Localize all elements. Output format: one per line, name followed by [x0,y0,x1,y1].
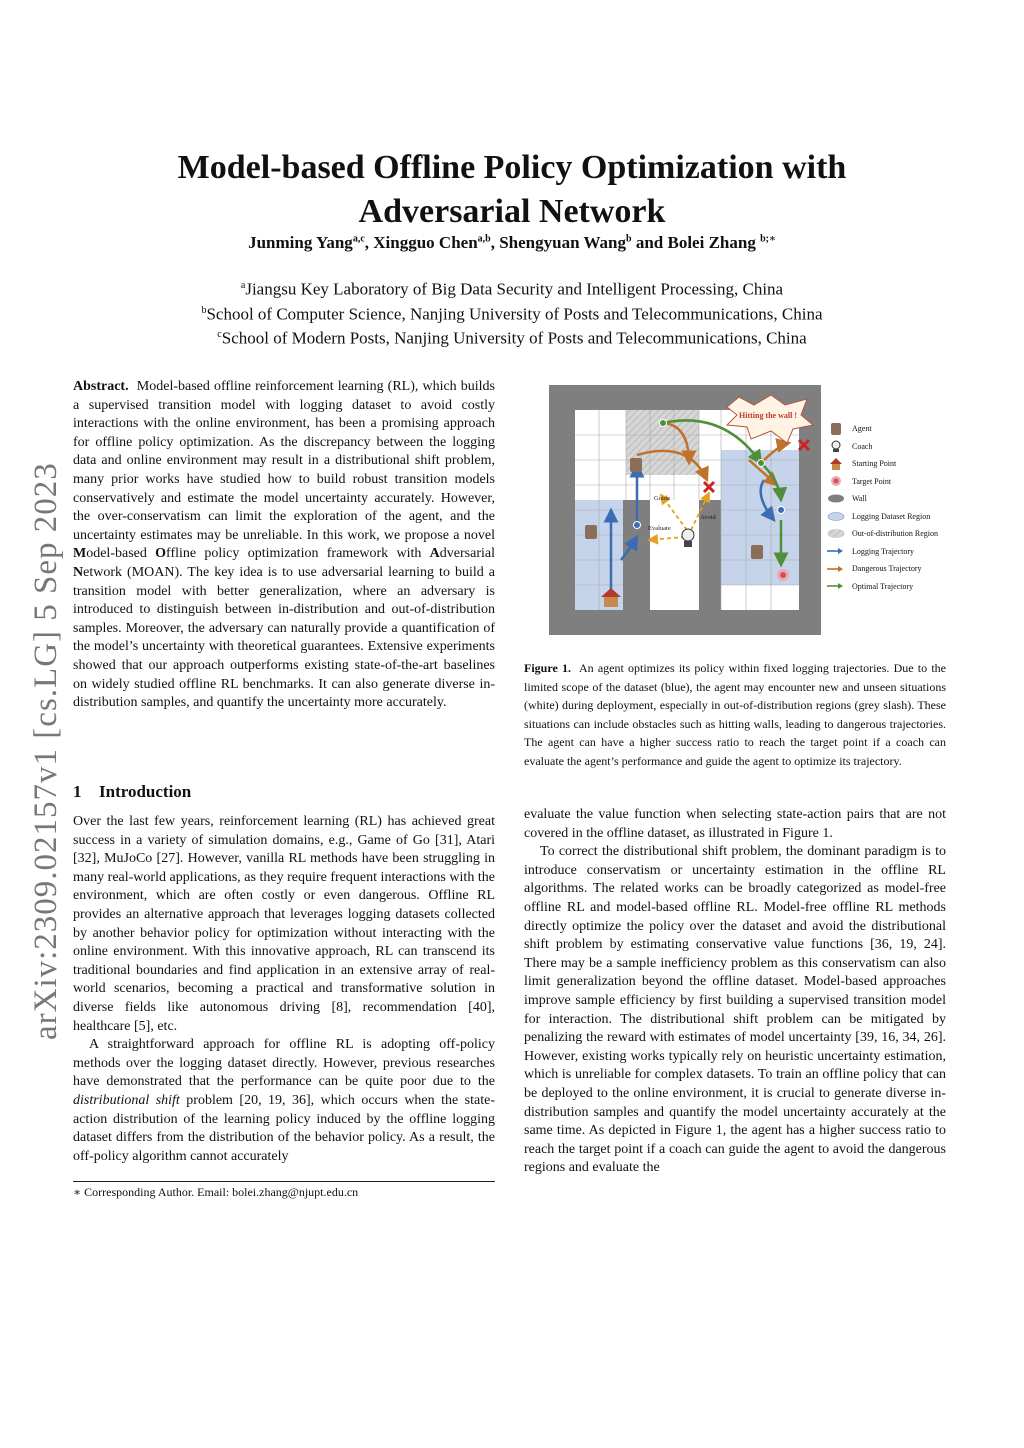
emphasis: distributional shift [73,1092,180,1108]
house-icon [826,458,846,470]
legend-item [826,490,946,508]
affiliation [0,275,1024,300]
legend-label: Coach [852,441,873,451]
title-line-1: Model-based Offline Policy Optimization with [177,149,847,186]
optimal-arrow-icon [826,582,846,590]
legend-label: Out-of-distribution Region [852,529,938,539]
intro-text [73,813,495,1166]
legend-label: Logging Trajectory [852,546,914,556]
author-separator: , [490,233,500,252]
legend-item [826,543,946,561]
title-line-2: Adversarial Network [358,193,666,230]
author-name: Bolei Zhang [667,233,756,252]
author-name: Shengyuan Wang [499,233,626,252]
legend-item [826,438,946,456]
figure-legend [826,420,946,595]
legend-label: Target Point [852,476,892,486]
paragraph: evaluate the value function when selecting state-action pairs that are not covered in the offline dataset, as illustrated in Figure 1. [524,807,946,841]
paragraph-text: A straightforward approach for offline RL is adopting off-policy methods over the logging dataset directly. However, previous researches have demonstrated that the performance can be quite poor due to the [73,1037,495,1090]
affiliations [0,275,1024,349]
target-icon [826,475,846,487]
legend-item [826,420,946,438]
coach-icon [826,440,846,452]
author-separator: , [364,233,374,252]
arxiv-stamp: arXiv:2309.02157v1 [cs.LG] 5 Sep 2023 [28,462,64,1040]
danger-arrow-icon [826,565,846,573]
footnote-rule [73,1181,495,1182]
abstract-text: dversarial [439,546,495,562]
affiliation-sup: c [217,329,222,341]
author-affil-sup: b;∗ [760,233,776,245]
author-name: Xingguo Chen [373,233,478,252]
evaluate-label: Evaluate [648,525,671,532]
hitting-wall-label: Hitting the wall ! [739,411,797,420]
abstract-text: odel-based [86,546,156,562]
affiliation-sup: b [201,304,207,316]
author-list [0,233,1024,253]
abstract-text: Model-based offline reinforcement learning (RL), which builds a supervised transition model with logging dataset to avoid costly interactions with the online environment, has been a promising approach for offline policy optimization. As the discrepancy between the logging data and online environment may result in a distributional shift problem, many prior works have studied how to build robust transition models conservatively and estimate the model uncertainty accurately. However, the over-conservatism can limit the exploration of the agent, and the uncertainty estimates may be unreliable. In this work, we propose a novel [73,379,495,543]
affiliation-text: School of Modern Posts, Nanjing University of Posts and Telecommunications, China [221,328,807,348]
paragraph [73,1036,495,1166]
author-affil-sup: a,b [477,233,491,245]
legend-label: Logging Dataset Region [852,511,931,521]
caption-label: Figure 1. [524,661,571,675]
target-icon [777,569,789,581]
author-and: and [631,233,668,252]
acronym-letter: M [73,546,87,562]
legend-label: Agent [852,424,872,434]
abstract-text: etwork (MOAN). The key idea is to use adversarial learning to build a transition model with better generalization, where an adversary is introduced to distinguish between in-distribution and out-of-distribution samples. Moreover, the adversary can naturally provide a quantification of the model’s uncertainty with theoretical guarantees. Extensive experiments showed that our approach outperforms existing state-of-the-art baselines on widely studied offline RL benchmarks. It can also generate diverse in-distribution samples, and quantify the uncertainty more accurately. [73,564,495,711]
acronym-letter: A [429,546,440,562]
legend-item [826,455,946,473]
abstract [73,378,495,713]
ood-swatch [826,529,846,538]
section-number: 1 [73,782,82,801]
legend-label: Dangerous Trajectory [852,564,922,574]
figure-1-diagram [549,385,821,635]
right-column-text [524,806,946,1178]
affiliation-sup: a [240,280,246,291]
legend-label: Optimal Trajectory [852,581,914,591]
legend-label: Wall [852,494,867,504]
affiliation [0,300,1024,325]
footnote: ∗ Corresponding Author. Email: bolei.zhang@njupt.edu.cn [73,1185,359,1199]
section-heading [73,782,191,802]
legend-label: Starting Point [852,459,897,469]
guide-label: Guide [654,495,670,502]
section-title: Introduction [99,782,192,801]
affiliation [0,324,1024,349]
paper-title [0,146,1024,234]
legend-item [826,578,946,596]
wall-swatch [826,494,846,503]
acronym-letter: N [73,564,84,580]
abstract-text: ffline policy optimization framework with [166,546,430,562]
paragraph: Over the last few years, reinforcement learning (RL) has achieved great success in a variety of simulation domains, e.g., Game of Go [31], Atari [32], MuJoCo [27]. However, vanilla RL methods have been struggling in many real-world applications, as they require frequent interactions with the environment, which are often costly or even dangerous. Offline RL provides an alternative approach that leverages logging datasets collected by another behavior policy for optimization without interacting with the online environment. With this innovative approach, RL can transcend its traditional boundaries and find application in an extensive array of real-world scenarios, becoming a practical and transformative solution in diverse fields like autonomous driving [8], recommendation [40], healthcare [5], etc. [73,814,495,1034]
caption-text: An agent optimizes its policy within fixed logging trajectories. Due to the limited scope of the dataset (blue), the agent may encounter new and unseen situations (white) during deployment, especially in out-of-distribution regions (grey slash). These situations can include obstacles such as hitting walls, leading to dangerous trajectories. The agent can have a higher success ratio to reach the target point if a coach can evaluate the agent’s performance and guide the agent to optimize its trajectory. [524,661,946,768]
affiliation-text: School of Computer Science, Nanjing University of Posts and Telecommunications, China [206,304,823,324]
legend-item [826,525,946,543]
paragraph-text: problem [20, 19, 36], which occurs when the state-action distribution of the learning policy induced by the offline logging dataset differs from the distribution of the behavior policy. As a result, the off-policy algorithm cannot accurately [73,1092,495,1164]
acronym-letter: O [155,546,167,562]
legend-item [826,560,946,578]
abstract-label: Abstract. [73,379,129,394]
figure-caption [524,659,946,770]
legend-item [826,508,946,526]
author-affil-sup: b [626,233,632,245]
avoid-label: Avoid [700,514,716,521]
author-affil-sup: a,c [352,233,365,245]
legend-item [826,473,946,491]
logging-arrow-icon [826,547,846,555]
dataset-swatch [826,512,846,521]
affiliation-text: Jiangsu Key Laboratory of Big Data Security and Intelligent Processing, China [245,279,784,299]
paragraph: To correct the distributional shift problem, the dominant paradigm is to introduce conservatism or uncertainty estimation in the offline RL algorithms. The related works can be broadly categorized as model-free offline RL and model-based offline RL. Model-free offline RL methods directly optimize the policy over the dataset and avoid the distributional shift problem by estimating conservative value functions [36, 19, 24]. There may be a sample inefficiency problem as this conservatism can also limit generalization beyond the offline dataset. Model-based approaches improve sample efficiency by first building a supervised transition model for interaction. The distributional shift problem can be mitigated by penalizing the reward with estimates of model uncertainty [39, 16, 34, 26]. However, existing works typically rely on heuristic uncertainty estimation, which is unreliable for complex datasets. To train an offline policy that can be deployed to the online environment, it is crucial to generate diverse in-distribution samples and quantify the model uncertainty accurately at the same time. As depicted in Figure 1, the agent has a higher success ratio to reach the target point if a coach can guide the agent to avoid the dangerous regions and evaluate the [524,844,946,1176]
agent-icon [826,423,846,435]
author-name: Junming Yang [248,233,353,252]
